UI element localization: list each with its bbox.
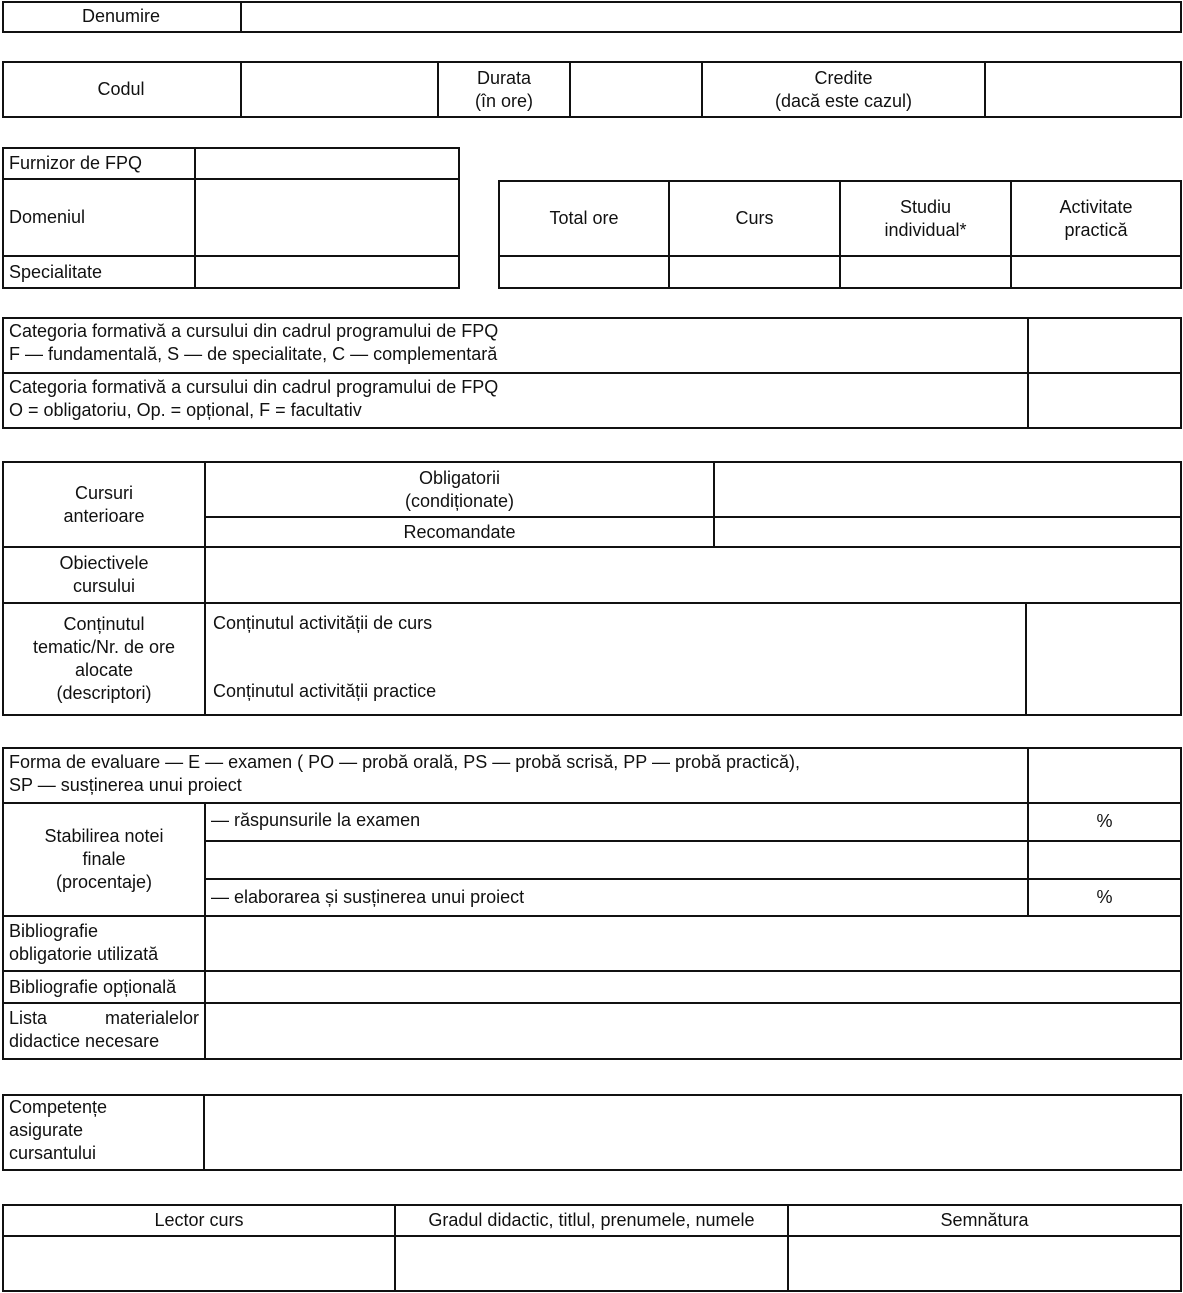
obligatorii-label: Obligatorii (condiționate)	[404, 467, 515, 511]
empty-percent-field[interactable]	[1029, 842, 1180, 878]
durata-label: Durata (în ore)	[474, 67, 534, 111]
stabilirea-notei-label: Stabilirea notei finale (procentaje)	[44, 826, 164, 892]
competente-field[interactable]	[205, 1096, 1180, 1169]
bibliografie-optionala-label: Bibliografie opțională	[9, 976, 177, 997]
furnizor-label: Furnizor de FPQ	[9, 153, 143, 173]
denumire-label: Denumire	[81, 5, 161, 26]
lista-materiale-label: Lista materialelor didactice necesare	[9, 1008, 199, 1051]
proiect-percent[interactable]: %	[1096, 887, 1113, 907]
forma-evaluare-field[interactable]	[1029, 749, 1180, 802]
raspunsuri-label: — răspunsurile la examen	[211, 809, 421, 830]
semnatura-field[interactable]	[789, 1237, 1180, 1290]
curs-field[interactable]	[670, 257, 839, 287]
domeniul-label: Domeniul	[9, 207, 86, 227]
denumire-value-field[interactable]	[242, 3, 1180, 31]
gradul-didactic-field[interactable]	[396, 1237, 787, 1290]
forma-evaluare-label: Forma de evaluare — E — examen ( PO — probă orală, PS — probă scrisă, PP — probă practică), SP — susținerea unui proiect	[9, 752, 800, 795]
obiectivele-field[interactable]	[206, 548, 1180, 602]
studiu-header: Studiu individual*	[884, 196, 967, 240]
bibliografie-obligatorie-field[interactable]	[206, 917, 1180, 970]
recomandate-field[interactable]	[715, 518, 1180, 546]
specialitate-value-field[interactable]	[196, 257, 458, 287]
raspunsuri-percent[interactable]: %	[1096, 810, 1113, 831]
category-oblig-label: Categoria formativă a cursului din cadrul programului de FPQ O = obligatoriu, Op. = opțional, F = facultativ	[9, 377, 499, 420]
total-ore-header: Total ore	[549, 208, 619, 228]
continut-tematic-label: Conținutul tematic/Nr. de ore alocate (descriptori)	[32, 614, 176, 703]
semnatura-header: Semnătura	[940, 1210, 1029, 1230]
gradul-didactic-header: Gradul didactic, titlul, prenumele, numele	[428, 1210, 755, 1230]
lector-curs-header: Lector curs	[154, 1210, 244, 1230]
cursuri-anterioare-label: Cursuri anterioare	[63, 482, 145, 526]
empty-criterion-field[interactable]	[206, 842, 1027, 878]
obiectivele-label: Obiectivele cursului	[59, 553, 149, 596]
activitate-header: Activitate practică	[1059, 196, 1133, 240]
activitate-field[interactable]	[1012, 257, 1180, 287]
bibliografie-obligatorie-label: Bibliografie obligatorie utilizată	[9, 921, 159, 964]
continut-practic-label: Conținutul activității practice	[213, 681, 437, 701]
proiect-label: — elaborarea și susținerea unui proiect	[211, 886, 525, 907]
credite-value-field[interactable]	[986, 63, 1180, 116]
credite-label: Credite (dacă este cazul)	[774, 67, 913, 111]
codul-label: Codul	[97, 79, 145, 99]
recomandate-label: Recomandate	[403, 521, 516, 542]
continut-ore-field[interactable]	[1027, 604, 1180, 714]
codul-value-field[interactable]	[242, 63, 437, 116]
category-fsc-label: Categoria formativă a cursului din cadrul programului de FPQ F — fundamentală, S — de specialitate, C — complementară	[9, 321, 499, 364]
total-ore-field[interactable]	[500, 257, 668, 287]
durata-value-field[interactable]	[571, 63, 701, 116]
curs-header: Curs	[735, 208, 774, 228]
category-fsc-field[interactable]	[1029, 319, 1180, 372]
domeniul-value-field[interactable]	[196, 180, 458, 255]
bibliografie-optionala-field[interactable]	[206, 972, 1180, 1002]
lector-curs-field[interactable]	[4, 1237, 394, 1290]
lista-materiale-field[interactable]	[206, 1004, 1180, 1058]
category-oblig-field[interactable]	[1029, 374, 1180, 427]
divider	[2, 372, 1182, 374]
specialitate-label: Specialitate	[9, 261, 103, 282]
furnizor-value-field[interactable]	[196, 149, 458, 178]
continut-curs-label: Conținutul activității de curs	[213, 613, 433, 633]
studiu-field[interactable]	[841, 257, 1010, 287]
competente-label: Competențe asigurate cursantului	[9, 1097, 108, 1163]
obligatorii-field[interactable]	[715, 463, 1180, 516]
